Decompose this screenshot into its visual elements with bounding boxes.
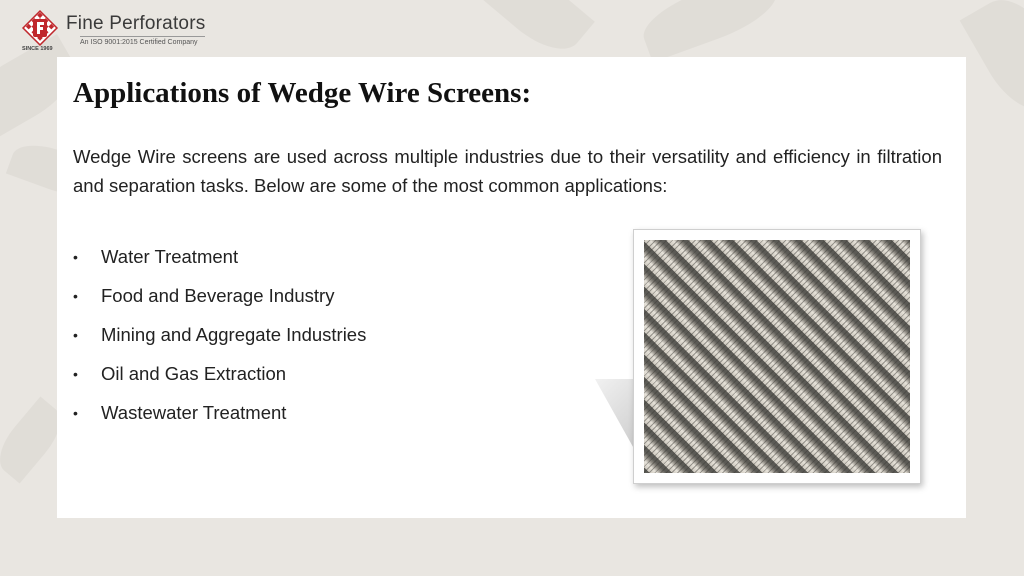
logo-tagline: An ISO 9001:2015 Certified Company xyxy=(80,36,205,46)
company-logo xyxy=(20,8,205,56)
intro-paragraph: Wedge Wire screens are used across multiple industries due to their versatility and efficiency in filtration and separation tasks. Below are some of the most common applications: xyxy=(73,146,942,196)
list-item xyxy=(73,276,366,315)
bullet-icon: • xyxy=(73,287,78,304)
slide-title: Applications of Wedge Wire Screens: xyxy=(73,77,532,109)
list-item-label: Mining and Aggregate Industries xyxy=(101,323,367,345)
list-item-label: Wastewater Treatment xyxy=(101,401,287,423)
list-item-label: Food and Beverage Industry xyxy=(101,284,335,306)
bullet-icon: • xyxy=(73,404,78,421)
wedge-wire-photo xyxy=(633,229,919,482)
bullet-icon: • xyxy=(73,365,78,382)
content-card xyxy=(57,57,966,518)
list-item xyxy=(73,237,366,276)
wedge-wire-mesh-image xyxy=(644,240,910,473)
background-leaf xyxy=(960,0,1024,124)
list-item-label: Oil and Gas Extraction xyxy=(101,362,287,384)
logo-since: SINCE 1969 xyxy=(22,46,53,52)
photo-frame xyxy=(633,229,921,484)
list-item xyxy=(73,315,366,354)
logo-name: Fine Perforators xyxy=(66,13,206,34)
list-item xyxy=(73,393,366,432)
background-leaf xyxy=(636,0,785,62)
list-item xyxy=(73,354,366,393)
background-leaf xyxy=(475,0,595,64)
list-item-label: Water Treatment xyxy=(101,245,239,267)
logo-mark-icon xyxy=(20,8,60,52)
applications-list xyxy=(73,237,366,432)
bullet-icon: • xyxy=(73,326,78,343)
bullet-icon: • xyxy=(73,248,78,265)
